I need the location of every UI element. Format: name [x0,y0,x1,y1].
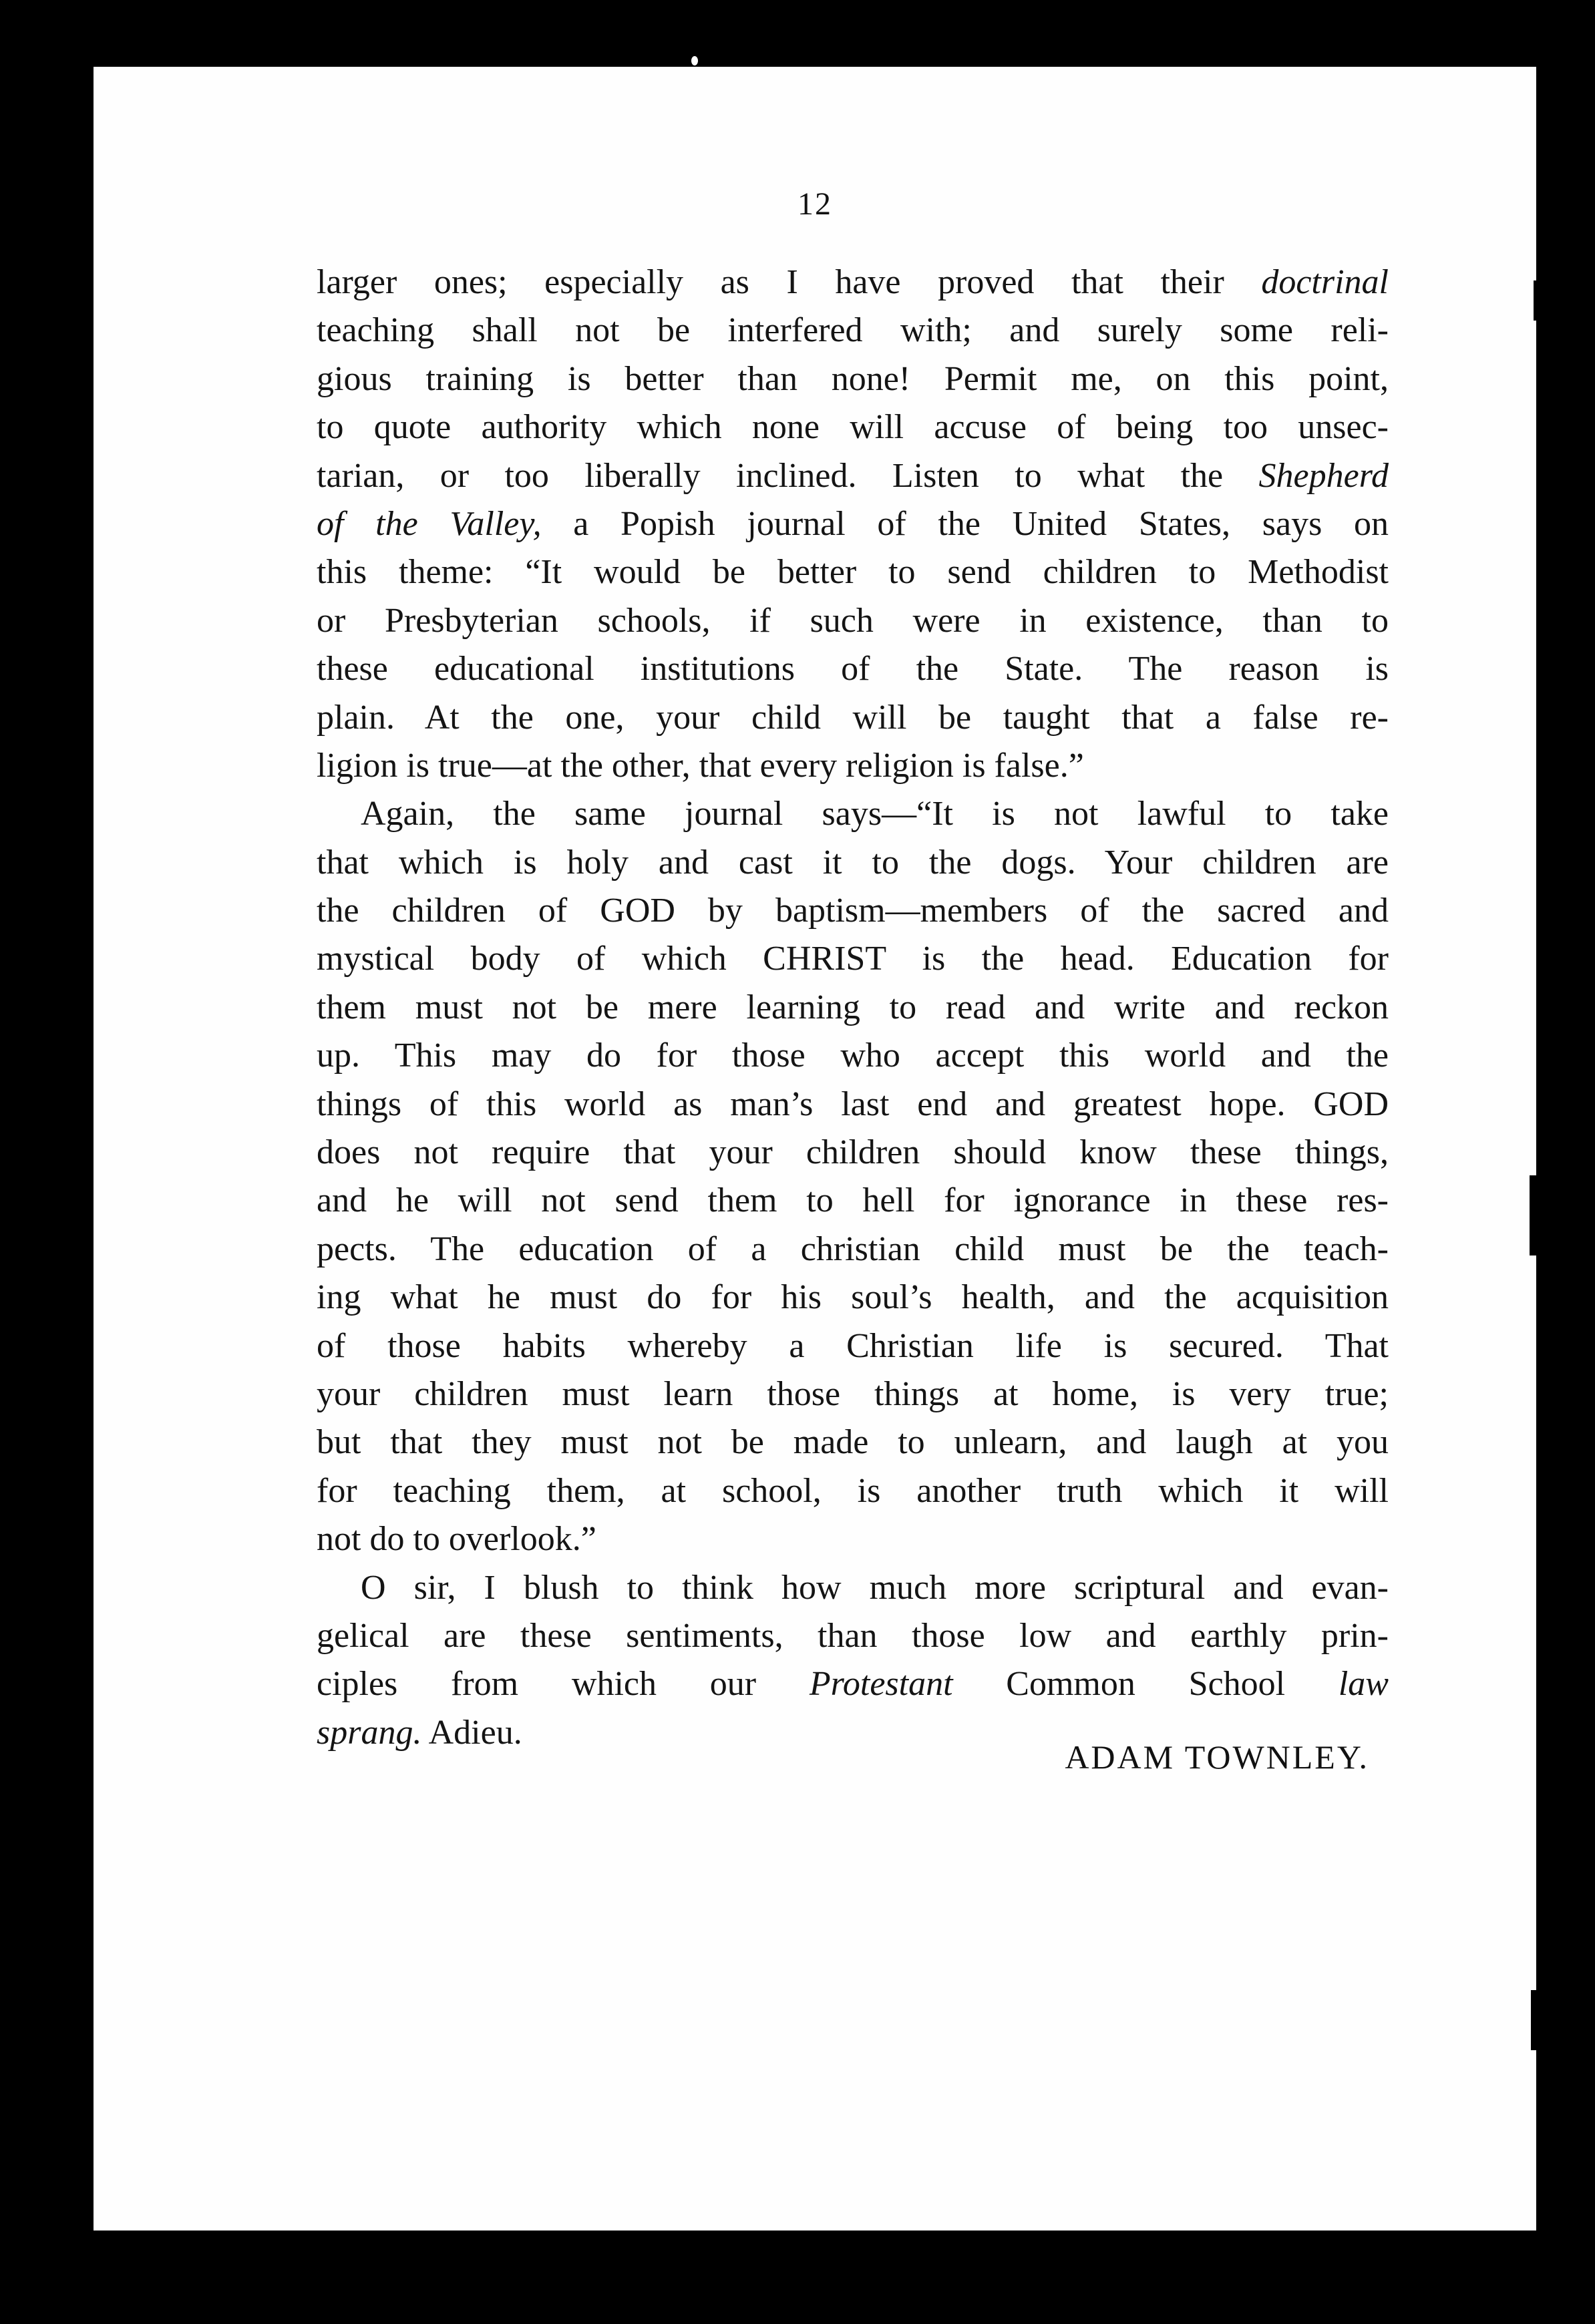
text-line [317,694,1389,742]
line-text: not do to overlook.” [317,1520,596,1559]
text-line [317,790,1389,838]
line-text: a Popish journal of the United States, says on [541,504,1389,543]
text-line [317,258,1389,307]
italic-text: Protestant [809,1665,953,1704]
text-line [317,1322,1389,1370]
text-line [317,597,1389,645]
line-text: Common School [952,1665,1339,1704]
text-line [317,1418,1389,1467]
scan-speck [691,56,698,65]
line-text: gelical are these sentiments, than those low and earthly prin- [317,1616,1389,1655]
line-text: ciples from which our [317,1665,810,1704]
text-line [317,1225,1389,1274]
line-text: does not require that your children should know these things, [317,1133,1389,1172]
text-line [317,887,1389,935]
book-page [94,67,1536,2231]
text-line [317,452,1389,500]
line-text: larger ones; especially as I have proved that their [317,263,1262,301]
line-text: pects. The education of a christian child must be the teach- [317,1229,1389,1268]
text-line [317,742,1389,790]
page-edge-mark [1534,280,1543,321]
page-edge-mark [1530,1175,1543,1255]
line-text: teaching shall not be interfered with; and surely some reli- [317,311,1389,350]
line-text: this theme: “It would be better to send children to Methodist [317,553,1389,592]
text-line [317,984,1389,1032]
line-text: mystical body of which CHRIST is the head. Education for [317,940,1389,978]
text-line [317,500,1389,548]
italic-text: sprang. [317,1713,422,1752]
text-line [317,1467,1389,1515]
line-text: tarian, or too liberally inclined. Listen to what the [317,456,1259,495]
line-text: these educational institutions of the State. The reason is [317,650,1389,689]
text-line [317,548,1389,596]
text-line [317,355,1389,403]
text-line [317,1177,1389,1225]
line-text: Adieu. [421,1713,522,1752]
line-text: them must not be mere learning to read and write and reckon [317,988,1389,1026]
line-text: ing what he must do for his soul’s health, and the acquisition [317,1278,1389,1317]
line-text: gious training is better than none! Permit me, on this point, [317,359,1389,398]
text-line [317,307,1389,355]
line-text: that which is holy and cast it to the dogs. Your children are [317,843,1389,882]
line-text: things of this world as man’s last end and greatest hope. GOD [317,1085,1389,1123]
text-line [317,1660,1389,1708]
italic-text: Shepherd [1258,456,1389,495]
text-line [317,645,1389,693]
text-line [317,839,1389,887]
text-line [317,935,1389,983]
text-line [317,1370,1389,1418]
line-text: O sir, I blush to think how much more scriptural and evan- [361,1568,1389,1607]
line-text: ligion is true—at the other, that every religion is false.” [317,746,1084,785]
page-number: 12 [798,186,832,222]
line-text: or Presbyterian schools, if such were in existence, than to [317,601,1389,640]
body-text [317,258,1389,1757]
line-text: plain. At the one, your child will be taught that a false re- [317,698,1389,737]
text-line [317,1032,1389,1080]
text-line [317,1081,1389,1129]
line-text: your children must learn those things at home, is very true; [317,1374,1389,1413]
text-line [317,403,1389,451]
line-text: up. This may do for those who accept this world and the [317,1036,1389,1075]
line-text: of those habits whereby a Christian life is secured. That [317,1326,1389,1365]
text-line [317,1129,1389,1177]
italic-text: law [1338,1665,1389,1704]
line-text: and he will not send them to hell for ignorance in these res- [317,1181,1389,1220]
italic-text: doctrinal [1261,263,1389,301]
line-text: Again, the same journal says—“It is not lawful to take [361,795,1389,833]
line-text: to quote authority which none will accuse of being too unsec- [317,408,1389,447]
line-text: but that they must not be made to unlearn, and laugh at you [317,1423,1389,1462]
italic-text: of the Valley, [317,504,542,543]
line-text: the children of GOD by baptism—members of the sacred and [317,892,1389,930]
line-text: for teaching them, at school, is another truth which it will [317,1471,1389,1510]
page-edge-mark [1531,1990,1543,2050]
text-line [317,1515,1389,1563]
author-signature: ADAM TOWNLEY. [1065,1738,1369,1776]
text-line [317,1612,1389,1660]
text-line [317,1274,1389,1322]
text-line [317,1564,1389,1612]
